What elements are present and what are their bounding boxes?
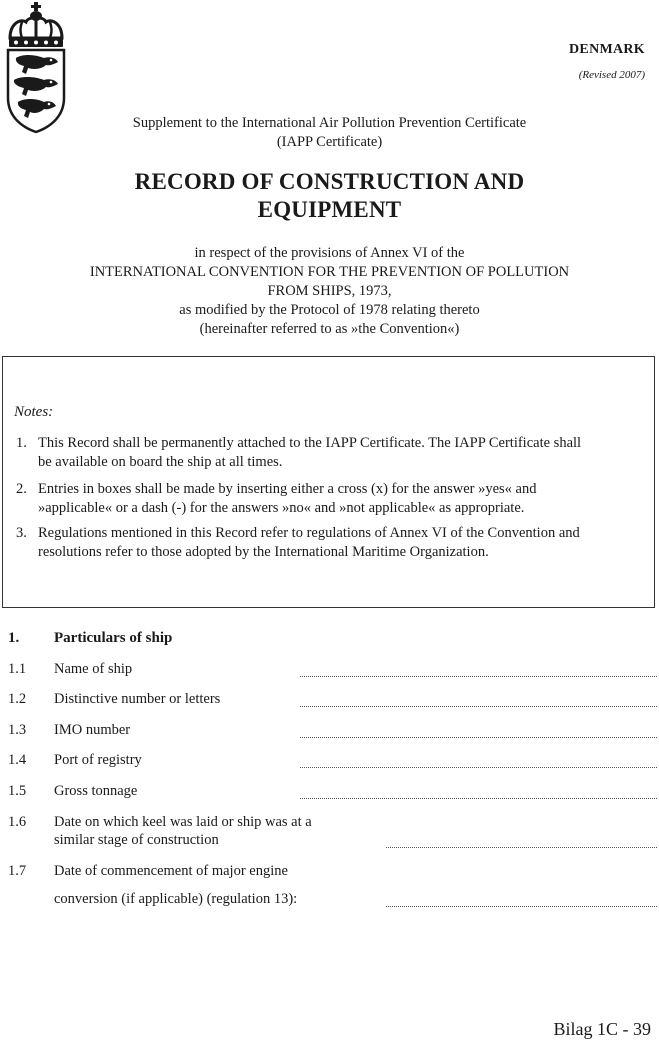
revision-label: (Revised 2007)	[578, 69, 645, 81]
note-number: 3.	[16, 525, 27, 541]
section-title: Particulars of ship	[54, 630, 173, 646]
note-text: This Record shall be permanently attached to the IAPP Certificate. The IAPP Certificate shall be available on board the ship at all times.	[38, 435, 582, 470]
note-item	[16, 434, 656, 474]
provisions-line: in respect of the provisions of Annex VI of the	[194, 245, 465, 261]
item-number: 1.5	[8, 783, 27, 799]
gross-tonnage-label: Gross tonnage	[54, 783, 138, 799]
distinctive-number-field[interactable]	[300, 706, 657, 707]
page-number: Bilag 1C - 39	[553, 1019, 651, 1039]
provisions-line: FROM SHIPS, 1973,	[267, 283, 392, 299]
gross-tonnage-field[interactable]	[300, 798, 657, 799]
item-number: 1.4	[8, 752, 27, 768]
note-text: Entries in boxes shall be made by inserting either a cross (x) for the answer »yes« and »applicable« or a dash (-) for the answers »no« and »not applicable« as appropriate.	[38, 481, 537, 516]
keel-laid-date-label: Date on which keel was laid or ship was at a	[54, 814, 312, 830]
imo-number-label: IMO number	[54, 722, 131, 738]
notes-heading: Notes:	[14, 404, 54, 420]
engine-conversion-date-field[interactable]	[386, 906, 657, 907]
note-number: 1.	[16, 435, 27, 451]
document-title-line-1: RECORD OF CONSTRUCTION AND	[134, 169, 525, 194]
provisions-line: INTERNATIONAL CONVENTION FOR THE PREVENTION OF POLLUTION	[89, 264, 570, 280]
imo-number-field[interactable]	[300, 737, 657, 738]
item-number: 1.1	[8, 661, 27, 677]
document-title-line-2: EQUIPMENT	[257, 197, 402, 222]
item-number: 1.7	[8, 863, 27, 879]
note-text: Regulations mentioned in this Record refer to regulations of Annex VI of the Convention and resolutions refer to those adopted by the International Maritime Organization.	[38, 525, 580, 560]
note-item	[16, 524, 656, 564]
provisions-line: (hereinafter referred to as »the Convention«)	[199, 321, 460, 337]
keel-laid-date-label-cont: similar stage of construction	[54, 832, 219, 848]
provisions-line: as modified by the Protocol of 1978 relating thereto	[179, 302, 480, 318]
item-number: 1.2	[8, 691, 27, 707]
item-number: 1.6	[8, 814, 27, 830]
section-number: 1.	[8, 630, 20, 646]
port-of-registry-label: Port of registry	[54, 752, 142, 768]
note-number: 2.	[16, 481, 27, 497]
keel-laid-date-field[interactable]	[386, 847, 657, 848]
name-of-ship-field[interactable]	[300, 676, 657, 677]
distinctive-number-label: Distinctive number or letters	[54, 691, 221, 707]
port-of-registry-field[interactable]	[300, 767, 657, 768]
country-label: DENMARK	[569, 42, 645, 57]
supplement-line-1: Supplement to the International Air Pollution Prevention Certificate	[132, 115, 527, 131]
engine-conversion-date-label-cont: conversion (if applicable) (regulation 13):	[54, 891, 298, 907]
item-number: 1.3	[8, 722, 27, 738]
name-of-ship-label: Name of ship	[54, 661, 133, 677]
supplement-line-2: (IAPP Certificate)	[276, 134, 383, 150]
engine-conversion-date-label: Date of commencement of major engine	[54, 863, 288, 879]
note-item	[16, 480, 656, 520]
